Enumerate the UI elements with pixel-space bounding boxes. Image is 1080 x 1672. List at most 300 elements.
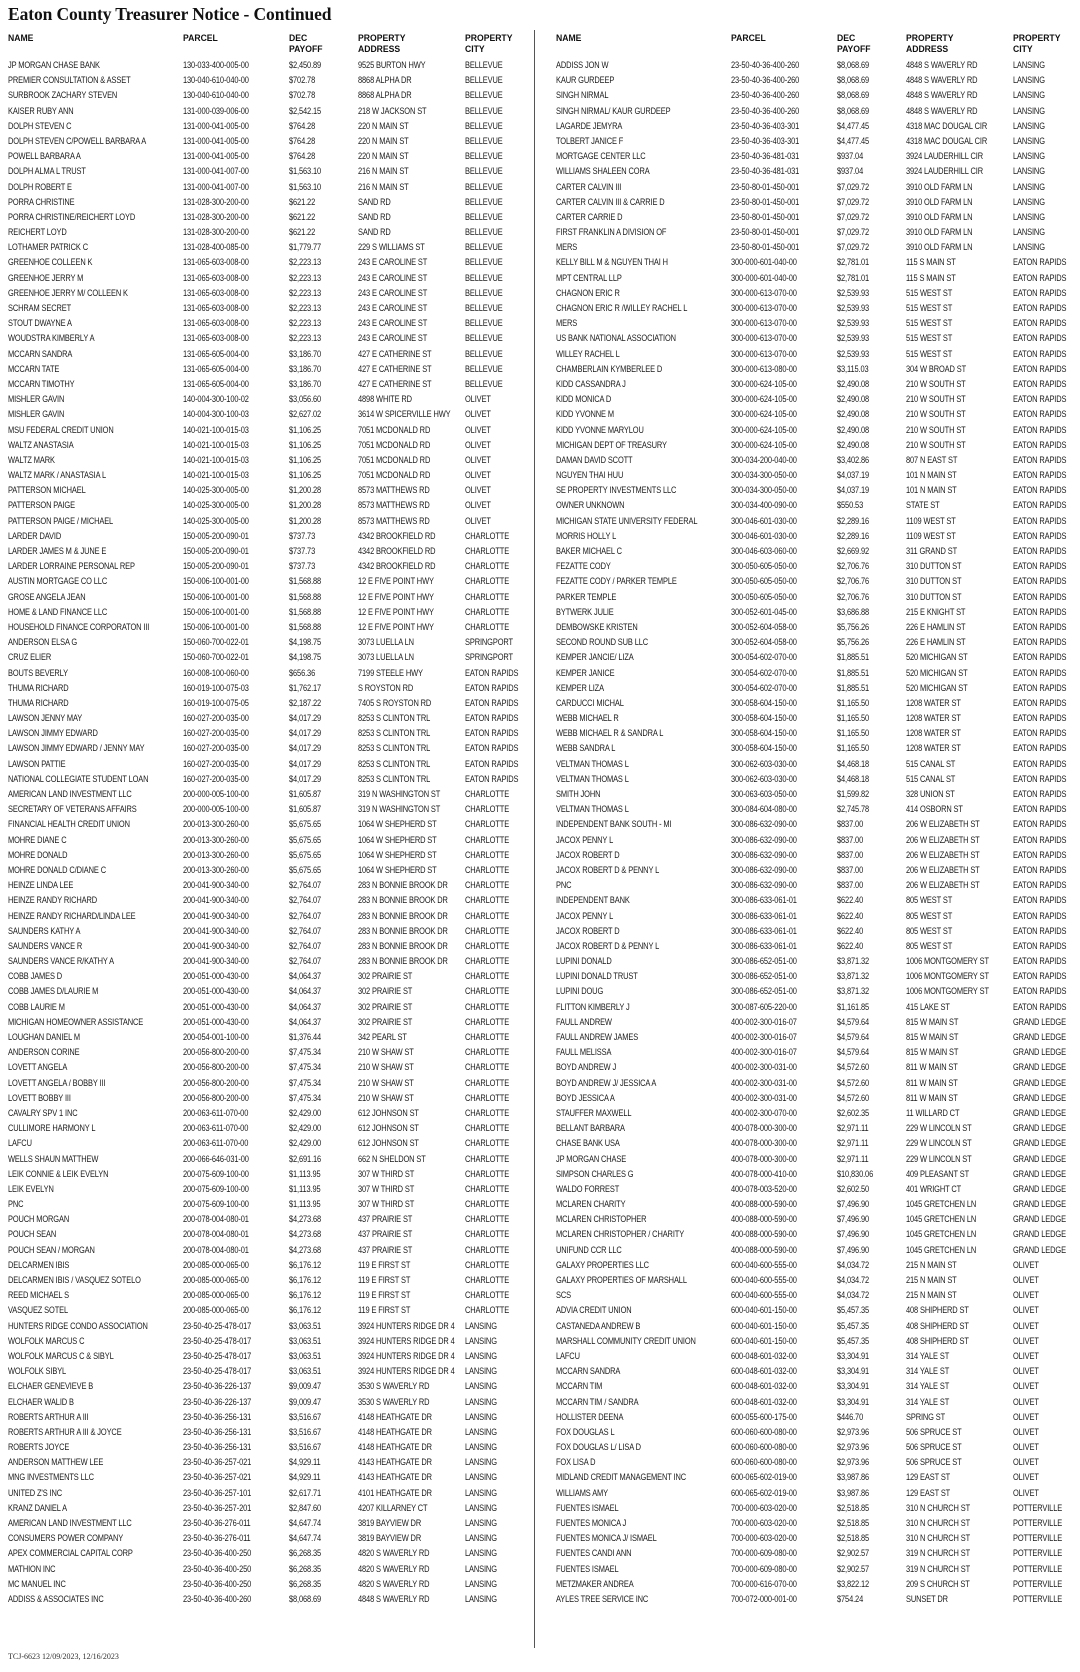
parcel-number: 200-078-004-080-01 <box>183 1214 249 1225</box>
owner-name: FINANCIAL HEALTH CREDIT UNION <box>8 819 130 830</box>
property-city: CHARLOTTE <box>465 1123 510 1134</box>
parcel-number: 130-040-610-040-00 <box>183 75 249 86</box>
property-address: 243 E CAROLINE ST <box>358 257 428 268</box>
parcel-number: 200-056-800-200-00 <box>183 1092 249 1103</box>
column-divider <box>534 30 535 1648</box>
dec-payoff: $4,273.68 <box>289 1214 322 1225</box>
parcel-number: 300-062-603-030-00 <box>731 758 797 769</box>
owner-name: FUENTES MONICA J/ ISMAEL <box>556 1533 657 1544</box>
dec-payoff: $2,223.13 <box>289 303 322 313</box>
dec-payoff: $3,304.91 <box>837 1366 870 1377</box>
dec-payoff: $2,289.16 <box>837 515 870 526</box>
parcel-number: 131-028-300-200-00 <box>183 211 249 222</box>
property-city: POTTERVILLE <box>1013 1502 1063 1513</box>
parcel-number: 300-000-624-105-00 <box>731 424 797 435</box>
parcel-number: 400-002-300-016-07 <box>731 1047 797 1058</box>
dec-payoff: $2,902.57 <box>837 1548 870 1559</box>
dec-payoff: $1,885.51 <box>837 652 870 663</box>
parcel-number: 140-021-100-015-03 <box>183 470 249 481</box>
owner-name: UNITED Z'S INC <box>8 1487 62 1498</box>
property-city: EATON RAPIDS <box>465 667 519 678</box>
dec-payoff: $4,037.19 <box>837 470 870 481</box>
dec-payoff: $2,669.92 <box>837 546 870 556</box>
dec-payoff: $3,686.88 <box>837 606 870 617</box>
owner-name: HOME & LAND FINANCE LLC <box>8 606 108 617</box>
owner-name: MERS <box>556 318 578 329</box>
property-address: 4143 HEATHGATE DR <box>358 1472 432 1483</box>
property-address: 216 N MAIN ST <box>358 166 409 177</box>
owner-name: HUNTERS RIDGE CONDO ASSOCIATION <box>8 1320 148 1331</box>
owner-name: CHAMBERLAIN KYMBERLEE D <box>556 363 663 374</box>
dec-payoff: $7,475.34 <box>289 1077 322 1088</box>
dec-payoff: $5,756.26 <box>837 621 870 632</box>
owner-name: PATTERSON PAIGE <box>8 500 75 511</box>
property-city: EATON RAPIDS <box>1013 424 1067 435</box>
property-address: 408 SHIPHERD ST <box>906 1305 969 1316</box>
owner-name: SIMPSON CHARLES G <box>556 1168 634 1179</box>
owner-name: HOUSEHOLD FINANCE CORPORATON III <box>8 621 150 632</box>
property-city: CHARLOTTE <box>465 1077 510 1088</box>
property-address: 206 W ELIZABETH ST <box>906 864 980 875</box>
dec-payoff: $7,496.90 <box>837 1199 870 1210</box>
owner-name: FUENTES ISMAEL <box>556 1563 619 1574</box>
dec-payoff: $3,186.70 <box>289 348 322 359</box>
owner-name: MOHRE DIANE C <box>8 834 67 845</box>
property-city: CHARLOTTE <box>465 1183 510 1194</box>
dec-payoff: $4,017.29 <box>289 713 322 724</box>
parcel-number: 300-050-605-050-00 <box>731 591 797 602</box>
owner-name: JACOX ROBERT D & PENNY L <box>556 940 660 951</box>
dec-payoff: $2,518.85 <box>837 1518 870 1528</box>
parcel-number: 131-028-300-200-00 <box>183 227 249 238</box>
dec-payoff: $8,068.69 <box>289 1593 322 1604</box>
owner-name: WALDO FORREST <box>556 1183 620 1194</box>
parcel-number: 200-085-000-065-00 <box>183 1275 249 1285</box>
owner-name: SURBROOK ZACHARY STEVEN <box>8 90 118 101</box>
property-address: 3530 S WAVERLY RD <box>358 1381 430 1392</box>
dec-payoff: $2,847.60 <box>289 1502 322 1513</box>
parcel-number: 300-086-633-061-01 <box>731 925 797 936</box>
parcel-number: 23-50-40-36-226-137 <box>183 1381 252 1392</box>
property-city: OLIVET <box>1013 1259 1039 1270</box>
parcel-number: 131-065-603-008-00 <box>183 287 249 298</box>
parcel-number: 300-034-300-050-00 <box>731 485 797 496</box>
owner-name: TOLBERT JANICE F <box>556 135 624 146</box>
dec-payoff: $5,457.35 <box>837 1335 870 1346</box>
owner-name: UNIFUND CCR LLC <box>556 1244 622 1255</box>
owner-name: CULLIMORE HARMONY L <box>8 1123 96 1134</box>
property-address: 3910 OLD FARM LN <box>906 227 973 238</box>
property-city: LANSING <box>465 1563 497 1574</box>
property-address: 7051 MCDONALD RD <box>358 439 431 450</box>
owner-name: MORTGAGE CENTER LLC <box>556 151 646 162</box>
property-address: 210 W SOUTH ST <box>906 424 966 435</box>
property-address: 4820 S WAVERLY RD <box>358 1578 430 1589</box>
parcel-number: 400-002-300-031-00 <box>731 1062 797 1073</box>
dec-payoff: $4,929.11 <box>289 1457 321 1468</box>
owner-name: FOX DOUGLAS L/ LISA D <box>556 1442 641 1453</box>
dec-payoff: $7,029.72 <box>837 242 870 253</box>
owner-name: ELCHAER GENEVIEVE B <box>8 1381 94 1392</box>
property-city: EATON RAPIDS <box>1013 333 1067 344</box>
parcel-number: 160-019-100-075-05 <box>183 697 249 708</box>
parcel-number: 131-065-605-004-00 <box>183 378 249 389</box>
property-address: 805 WEST ST <box>906 910 953 921</box>
property-address: 12 E FIVE POINT HWY <box>358 591 434 602</box>
property-city: EATON RAPIDS <box>1013 515 1067 526</box>
dec-payoff: $2,429.00 <box>289 1123 322 1134</box>
owner-name: CAVALRY SPV 1 INC <box>8 1107 78 1118</box>
owner-name: HEINZE RANDY RICHARD/LINDA LEE <box>8 910 136 921</box>
property-city: BELLEVUE <box>465 257 503 268</box>
property-address: 4848 S WAVERLY RD <box>906 105 978 116</box>
property-city: CHARLOTTE <box>465 1305 510 1316</box>
owner-name: DELCARMEN IBIS <box>8 1259 70 1270</box>
property-city: OLIVET <box>1013 1275 1039 1285</box>
property-address: 210 W SHAW ST <box>358 1092 414 1103</box>
owner-name: MCLAREN CHARITY <box>556 1199 626 1210</box>
property-address: 283 N BONNIE BROOK DR <box>358 956 448 967</box>
dec-payoff: $2,627.02 <box>289 409 322 420</box>
property-city: POTTERVILLE <box>1013 1593 1063 1604</box>
property-city: GRAND LEDGE <box>1013 1062 1066 1073</box>
property-city: OLIVET <box>1013 1350 1039 1361</box>
property-address: 1064 W SHEPHERD ST <box>358 819 437 830</box>
dec-payoff: $2,973.96 <box>837 1442 870 1453</box>
property-city: OLIVET <box>1013 1335 1039 1346</box>
owner-name: ELCHAER WALID B <box>8 1396 74 1407</box>
property-address: 307 W THIRD ST <box>358 1168 415 1179</box>
owner-name: BOYD ANDREW J <box>556 1062 617 1073</box>
property-city: EATON RAPIDS <box>1013 713 1067 724</box>
parcel-number: 200-085-000-065-00 <box>183 1305 249 1316</box>
owner-name: JACOX ROBERT D <box>556 925 620 936</box>
dec-payoff: $3,115.03 <box>837 363 869 374</box>
dec-payoff: $1,568.88 <box>289 606 322 617</box>
property-city: CHARLOTTE <box>465 1107 510 1118</box>
parcel-number: 140-021-100-015-03 <box>183 439 249 450</box>
property-city: OLIVET <box>1013 1290 1039 1301</box>
owner-name: REED MICHAEL S <box>8 1290 69 1301</box>
parcel-number: 300-034-400-090-00 <box>731 500 797 511</box>
parcel-number: 700-072-000-001-00 <box>731 1593 797 1604</box>
dec-payoff: $4,477.45 <box>837 120 870 131</box>
property-city: GRAND LEDGE <box>1013 1214 1066 1225</box>
property-address: 310 DUTTON ST <box>906 591 962 602</box>
property-city: EATON RAPIDS <box>1013 986 1067 997</box>
property-address: 1208 WATER ST <box>906 697 961 708</box>
owner-name: PORRA CHRISTINE/REICHERT LOYD <box>8 211 136 222</box>
property-address: 811 W MAIN ST <box>906 1062 958 1073</box>
parcel-number: 131-065-605-004-00 <box>183 348 249 359</box>
property-address: 408 SHIPHERD ST <box>906 1335 969 1346</box>
owner-name: FUENTES ISMAEL <box>556 1502 619 1513</box>
property-city: GRAND LEDGE <box>1013 1153 1066 1164</box>
property-city: OLIVET <box>1013 1457 1039 1468</box>
dec-payoff: $4,579.64 <box>837 1016 870 1027</box>
property-address: 220 N MAIN ST <box>358 135 409 146</box>
parcel-number: 160-019-100-075-03 <box>183 682 249 693</box>
owner-name: KIDD MONICA D <box>556 394 612 405</box>
dec-payoff: $2,289.16 <box>837 530 870 541</box>
property-city: CHARLOTTE <box>465 1168 510 1179</box>
parcel-number: 300-087-605-220-00 <box>731 1001 797 1012</box>
property-address: 119 E FIRST ST <box>358 1305 411 1316</box>
property-city: CHARLOTTE <box>465 621 510 632</box>
parcel-number: 300-054-602-070-00 <box>731 682 797 693</box>
property-city: GRAND LEDGE <box>1013 1092 1066 1103</box>
parcel-number: 400-088-000-590-00 <box>731 1244 797 1255</box>
property-city: POTTERVILLE <box>1013 1578 1063 1589</box>
property-city: CHARLOTTE <box>465 789 510 799</box>
owner-name: INDEPENDENT BANK SOUTH - MI <box>556 819 672 830</box>
property-city: OLIVET <box>465 470 491 481</box>
property-address: SPRING ST <box>906 1411 946 1422</box>
dec-payoff: $4,572.60 <box>837 1092 870 1103</box>
parcel-number: 700-000-609-080-00 <box>731 1563 797 1574</box>
property-city: LANSING <box>465 1426 497 1437</box>
dec-payoff: $621.22 <box>289 196 316 207</box>
property-city: LANSING <box>1013 135 1045 146</box>
parcel-number: 23-50-40-36-276-011 <box>183 1518 251 1528</box>
property-address: 229 W LINCOLN ST <box>906 1153 972 1164</box>
property-city: EATON RAPIDS <box>465 697 519 708</box>
dec-payoff: $6,268.35 <box>289 1548 322 1559</box>
property-address: 210 W SHAW ST <box>358 1077 414 1088</box>
property-address: 220 N MAIN ST <box>358 120 409 131</box>
property-address: 119 E FIRST ST <box>358 1259 411 1270</box>
property-city: POTTERVILLE <box>1013 1548 1063 1559</box>
parcel-number: 23-50-40-36-400-260 <box>731 105 800 116</box>
owner-name: MISHLER GAVIN <box>8 409 65 420</box>
property-city: EATON RAPIDS <box>1013 287 1067 298</box>
dec-payoff: $2,706.76 <box>837 576 870 587</box>
dec-payoff: $3,516.67 <box>289 1442 322 1453</box>
property-city: EATON RAPIDS <box>1013 394 1067 405</box>
dec-payoff: $2,450.89 <box>289 60 322 70</box>
owner-name: ADDISS JON W <box>556 60 609 70</box>
property-address: 226 E HAMLIN ST <box>906 621 966 632</box>
parcel-number: 400-088-000-590-00 <box>731 1229 797 1240</box>
dec-payoff: $2,539.93 <box>837 287 870 298</box>
dec-payoff: $4,468.18 <box>837 758 870 769</box>
owner-name: SAUNDERS KATHY A <box>8 925 81 936</box>
property-address: 4342 BROOKFIELD RD <box>358 561 436 572</box>
property-address: 4101 HEATHGATE DR <box>358 1487 432 1498</box>
dec-payoff: $3,056.60 <box>289 394 322 405</box>
property-address: 3924 HUNTERS RIDGE DR 4 <box>358 1366 455 1377</box>
dec-payoff: $9,009.47 <box>289 1381 322 1392</box>
parcel-number: 300-058-604-150-00 <box>731 743 797 754</box>
property-address: 4318 MAC DOUGAL CIR <box>906 120 988 131</box>
parcel-number: 400-078-000-300-00 <box>731 1123 797 1134</box>
dec-payoff: $764.28 <box>289 135 316 146</box>
owner-name: BYTWERK JULIE <box>556 606 614 617</box>
property-city: BELLEVUE <box>465 60 503 70</box>
property-city: OLIVET <box>465 485 491 496</box>
property-city: BELLEVUE <box>465 196 503 207</box>
parcel-number: 600-065-602-019-00 <box>731 1487 797 1498</box>
property-city: LANSING <box>465 1350 497 1361</box>
property-address: 3924 HUNTERS RIDGE DR 4 <box>358 1335 455 1346</box>
dec-payoff: $937.04 <box>837 151 864 162</box>
property-city: OLIVET <box>1013 1396 1039 1407</box>
property-city: OLIVET <box>1013 1472 1039 1483</box>
property-city: LANSING <box>1013 211 1045 222</box>
dec-payoff: $2,902.57 <box>837 1563 870 1574</box>
property-city: LANSING <box>465 1502 497 1513</box>
dec-payoff: $6,268.35 <box>289 1578 322 1589</box>
parcel-number: 23-50-40-36-400-260 <box>183 1593 252 1604</box>
property-city: CHARLOTTE <box>465 864 510 875</box>
owner-name: CRUZ ELIER <box>8 652 52 663</box>
property-address: SAND RD <box>358 227 391 238</box>
property-address: 3924 HUNTERS RIDGE DR 4 <box>358 1320 455 1331</box>
parcel-number: 300-052-601-045-00 <box>731 606 797 617</box>
owner-name: SECRETARY OF VETERANS AFFAIRS <box>8 804 137 815</box>
parcel-number: 300-086-632-090-00 <box>731 819 797 830</box>
property-address: 8573 MATTHEWS RD <box>358 485 430 496</box>
parcel-number: 140-021-100-015-03 <box>183 454 249 465</box>
property-address: 243 E CAROLINE ST <box>358 318 428 329</box>
property-city: LANSING <box>465 1320 497 1331</box>
parcel-number: 23-50-40-36-256-131 <box>183 1411 252 1422</box>
dec-payoff: $2,973.96 <box>837 1457 870 1468</box>
property-address: 4143 HEATHGATE DR <box>358 1457 432 1468</box>
parcel-number: 160-027-200-035-00 <box>183 773 249 784</box>
owner-name: KIDD YVONNE MARYLOU <box>556 424 644 435</box>
property-city: CHARLOTTE <box>465 910 510 921</box>
owner-name: STOUT DWAYNE A <box>8 318 72 329</box>
property-city: LANSING <box>465 1578 497 1589</box>
property-address: 612 JOHNSON ST <box>358 1123 419 1134</box>
owner-name: FIRST FRANKLIN A DIVISION OF <box>556 227 667 238</box>
parcel-number: 160-008-100-060-00 <box>183 667 249 678</box>
dec-payoff: $1,106.25 <box>289 424 322 435</box>
property-address: 520 MICHIGAN ST <box>906 667 968 678</box>
property-address: 4148 HEATHGATE DR <box>358 1426 432 1437</box>
property-city: LANSING <box>465 1366 497 1377</box>
property-address: 1064 W SHEPHERD ST <box>358 864 437 875</box>
property-address: 7405 S ROYSTON RD <box>358 697 432 708</box>
parcel-number: 300-086-633-061-01 <box>731 895 797 906</box>
property-address: 506 SPRUCE ST <box>906 1457 962 1468</box>
property-city: EATON RAPIDS <box>1013 454 1067 465</box>
owner-name: DELCARMEN IBIS / VASQUEZ SOTELO <box>8 1275 141 1285</box>
dec-payoff: $2,764.07 <box>289 895 322 906</box>
dec-payoff: $1,605.87 <box>289 804 322 815</box>
property-city: BELLEVUE <box>465 363 503 374</box>
property-city: EATON RAPIDS <box>1013 363 1067 374</box>
property-city: OLIVET <box>1013 1487 1039 1498</box>
property-address: 215 N MAIN ST <box>906 1290 957 1301</box>
property-city: EATON RAPIDS <box>1013 621 1067 632</box>
parcel-number: 300-058-604-150-00 <box>731 713 797 724</box>
dec-payoff: $3,186.70 <box>289 378 322 389</box>
property-city: EATON RAPIDS <box>1013 925 1067 936</box>
owner-name: CHASE BANK USA <box>556 1138 620 1149</box>
owner-name: LEIK CONNIE & LEIK EVELYN <box>8 1168 109 1179</box>
dec-payoff: $7,496.90 <box>837 1214 870 1225</box>
parcel-number: 200-041-900-340-00 <box>183 956 249 967</box>
dec-payoff: $7,496.90 <box>837 1229 870 1240</box>
dec-payoff: $1,885.51 <box>837 667 870 678</box>
property-address: 307 W THIRD ST <box>358 1199 415 1210</box>
property-city: CHARLOTTE <box>465 561 510 572</box>
parcel-number: 200-041-900-340-00 <box>183 895 249 906</box>
property-city: EATON RAPIDS <box>1013 956 1067 967</box>
property-address: 119 E FIRST ST <box>358 1290 411 1301</box>
property-address: 8253 S CLINTON TRL <box>358 773 431 784</box>
owner-name: MCLAREN CHRISTOPHER / CHARITY <box>556 1229 685 1240</box>
dec-payoff: $4,647.74 <box>289 1518 322 1528</box>
property-city: GRAND LEDGE <box>1013 1047 1066 1058</box>
property-city: EATON RAPIDS <box>1013 257 1067 268</box>
parcel-number: 23-50-80-01-450-001 <box>731 242 800 253</box>
owner-name: US BANK NATIONAL ASSOCIATION <box>556 333 676 344</box>
property-city: CHARLOTTE <box>465 819 510 830</box>
parcel-number: 160-027-200-035-00 <box>183 758 249 769</box>
property-address: 427 E CATHERINE ST <box>358 348 432 359</box>
owner-name: KRANZ DANIEL A <box>8 1502 67 1513</box>
property-address: 229 S WILLIAMS ST <box>358 242 425 253</box>
dec-payoff: $7,029.72 <box>837 227 870 238</box>
property-city: EATON RAPIDS <box>1013 652 1067 663</box>
property-city: LANSING <box>465 1472 497 1483</box>
dec-payoff: $1,779.77 <box>289 242 322 253</box>
owner-name: KELLY BILL M & NGUYEN THAI H <box>556 257 668 268</box>
property-city: OLIVET <box>1013 1426 1039 1437</box>
property-city: CHARLOTTE <box>465 849 510 860</box>
property-address: 811 W MAIN ST <box>906 1077 958 1088</box>
property-address: 243 E CAROLINE ST <box>358 287 428 298</box>
property-address: 8253 S CLINTON TRL <box>358 758 431 769</box>
dec-payoff: $1,762.17 <box>289 682 322 693</box>
owner-name: WOUDSTRA KIMBERLY A <box>8 333 95 344</box>
parcel-number: 200-051-000-430-00 <box>183 971 249 982</box>
property-city: GRAND LEDGE <box>1013 1032 1066 1042</box>
property-address: SUNSET DR <box>906 1593 948 1604</box>
property-city: EATON RAPIDS <box>1013 728 1067 739</box>
dec-payoff: $4,579.64 <box>837 1032 870 1042</box>
dec-payoff: $5,457.35 <box>837 1305 870 1316</box>
owner-name: LAGARDE JEMYRA <box>556 120 623 131</box>
owner-name: CARTER CALVIN III <box>556 181 622 192</box>
dec-payoff: $1,165.50 <box>837 697 870 708</box>
parcel-number: 300-052-604-058-00 <box>731 621 797 632</box>
owner-name: SE PROPERTY INVESTMENTS LLC <box>556 485 677 496</box>
owner-name: LAWSON JENNY MAY <box>8 713 83 724</box>
property-city: LANSING <box>465 1335 497 1346</box>
owner-name: DOLPH STEVEN C/POWELL BARBARA A <box>8 135 147 146</box>
dec-payoff: $4,273.68 <box>289 1244 322 1255</box>
owner-name: MORRIS HOLLY L <box>556 530 617 541</box>
owner-name: GREENHOE COLLEEN K <box>8 257 93 268</box>
parcel-number: 23-50-40-36-400-250 <box>183 1563 252 1574</box>
dec-payoff: $4,017.29 <box>289 728 322 739</box>
owner-name: LAFCU <box>556 1350 580 1361</box>
owner-name: PREMIER CONSULTATION & ASSET <box>8 75 131 86</box>
property-city: EATON RAPIDS <box>1013 804 1067 815</box>
parcel-number: 131-000-041-005-00 <box>183 120 249 131</box>
parcel-number: 400-078-000-300-00 <box>731 1153 797 1164</box>
property-address: 3073 LUELLA LN <box>358 652 414 663</box>
property-address: 4820 S WAVERLY RD <box>358 1563 430 1574</box>
dec-payoff: $2,490.08 <box>837 394 870 405</box>
property-address: 310 N CHURCH ST <box>906 1502 971 1513</box>
dec-payoff: $2,223.13 <box>289 333 322 344</box>
property-address: 310 N CHURCH ST <box>906 1518 971 1528</box>
